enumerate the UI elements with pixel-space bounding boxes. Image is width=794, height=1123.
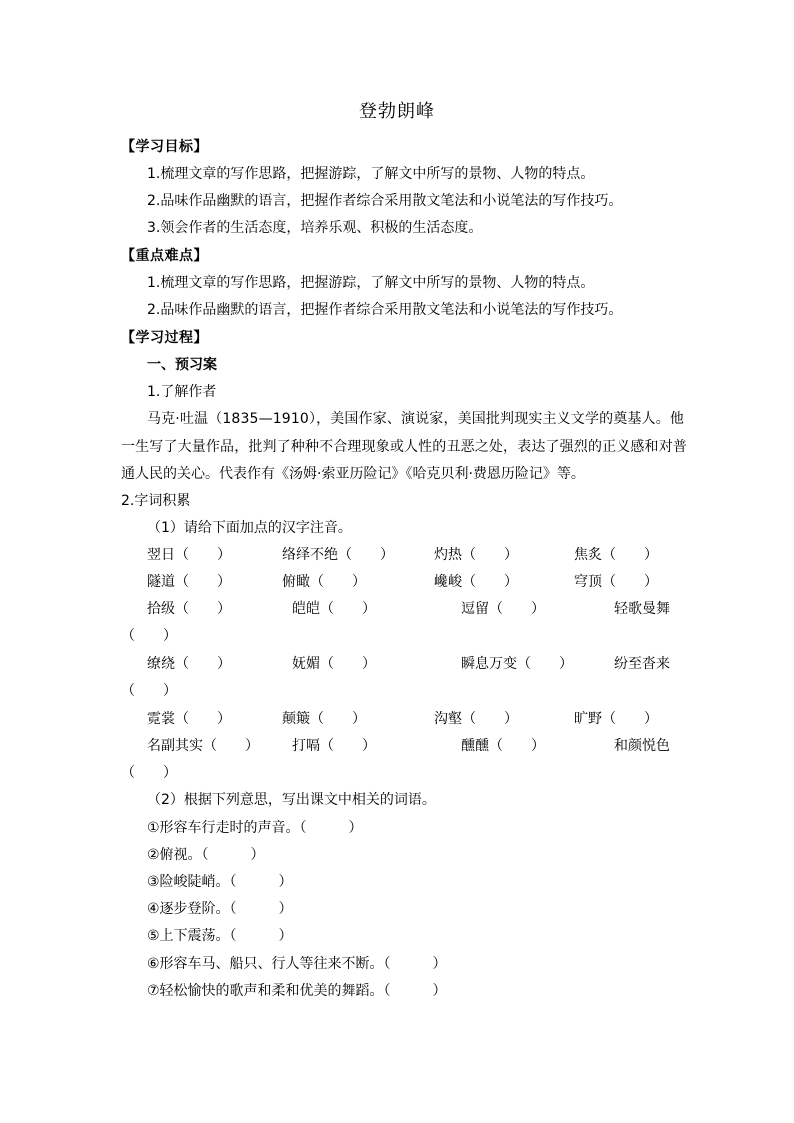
word-item: 逗留（ ） — [461, 601, 545, 617]
question-prompt: （1）请给下面加点的汉字注音。 — [147, 520, 352, 536]
word-row — [0, 572, 794, 592]
goal-item: 3.领会作者的生活态度，培养乐观、积极的生活态度。 — [147, 220, 483, 236]
section-heading-goals: 【学习目标】 — [121, 139, 208, 155]
meaning-item: ②俯视。（ ） — [147, 847, 265, 863]
word-item: 沟壑（ ） — [434, 711, 518, 727]
word-row — [0, 545, 794, 565]
word-item: 轻歌曼舞 — [614, 601, 670, 617]
author-paragraph-line: 一生写了大量作品，批判了种种不合理现象或人性的丑恶之处，表达了强烈的正义感和对普 — [121, 439, 687, 455]
goal-item: 1.梳理文章的写作思路，把握游踪，了解文中所写的景物、人物的特点。 — [147, 166, 595, 182]
word-row — [0, 654, 794, 674]
word-item: 颠簸（ ） — [282, 711, 366, 727]
word-wrap-blank: （ ） — [121, 765, 177, 781]
word-item: 纷至沓来 — [614, 656, 670, 672]
word-item: 醺醺（ ） — [461, 738, 545, 754]
word-item: 缭绕（ ） — [147, 656, 231, 672]
question-prompt: （2）根据下列意思，写出课文中相关的词语。 — [147, 792, 436, 808]
word-row — [0, 736, 794, 756]
word-item: 巉峻（ ） — [434, 574, 518, 590]
author-paragraph-line: 通人民的关心。代表作有《汤姆·索亚历险记》《哈克贝利·费恩历险记》等。 — [121, 466, 585, 482]
item-heading: 1.了解作者 — [147, 384, 217, 400]
word-item: 皑皑（ ） — [292, 601, 376, 617]
word-row — [0, 709, 794, 729]
meaning-item: ①形容车行走时的声音。（ ） — [147, 820, 363, 836]
section-heading-process: 【学习过程】 — [121, 330, 208, 346]
word-item: 灼热（ ） — [434, 547, 518, 563]
word-item: 霓裳（ ） — [147, 711, 231, 727]
author-paragraph-line: 马克·吐温（1835—1910），美国作家、演说家，美国批判现实主义文学的奠基人。他 — [147, 411, 685, 427]
word-item: 名副其实（ ） — [147, 738, 259, 754]
keypoint-item: 1.梳理文章的写作思路，把握游踪，了解文中所写的景物、人物的特点。 — [147, 275, 595, 291]
word-item: 翌日（ ） — [147, 547, 231, 563]
page-title: 登勃朗峰 — [359, 101, 435, 122]
word-row — [0, 599, 794, 619]
meaning-item: ⑦轻松愉快的歌声和柔和优美的舞蹈。（ ） — [147, 983, 447, 999]
word-item: 俯瞰（ ） — [282, 574, 366, 590]
word-item: 焦炙（ ） — [574, 547, 658, 563]
meaning-item: ③险峻陡峭。（ ） — [147, 874, 293, 890]
subsection-heading: 一、预习案 — [147, 357, 217, 373]
word-item: 隧道（ ） — [147, 574, 231, 590]
word-item: 穹顶（ ） — [574, 574, 658, 590]
word-item: 和颜悦色 — [614, 738, 670, 754]
word-item: 瞬息万变（ ） — [461, 656, 573, 672]
word-wrap-blank: （ ） — [121, 628, 177, 644]
word-item: 络绎不绝（ ） — [282, 547, 394, 563]
meaning-item: ④逐步登阶。（ ） — [147, 901, 293, 917]
word-item: 旷野（ ） — [574, 711, 658, 727]
meaning-item: ⑤上下震荡。（ ） — [147, 928, 293, 944]
word-item: 妩媚（ ） — [292, 656, 376, 672]
word-item: 打嗝（ ） — [292, 738, 376, 754]
item-heading: 2.字词积累 — [121, 493, 191, 509]
word-wrap-blank: （ ） — [121, 683, 177, 699]
word-item: 拾级（ ） — [147, 601, 231, 617]
meaning-item: ⑥形容车马、船只、行人等往来不断。（ ） — [147, 956, 447, 972]
goal-item: 2.品味作品幽默的语言，把握作者综合采用散文笔法和小说笔法的写作技巧。 — [147, 193, 623, 209]
section-heading-keypoints: 【重点难点】 — [121, 248, 208, 264]
keypoint-item: 2.品味作品幽默的语言，把握作者综合采用散文笔法和小说笔法的写作技巧。 — [147, 302, 623, 318]
